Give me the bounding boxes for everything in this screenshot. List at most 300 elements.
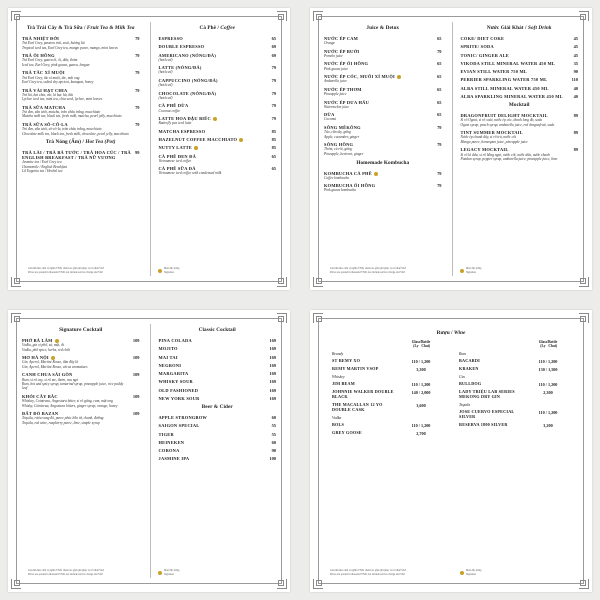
bottle-price: 2,000 <box>421 390 431 396</box>
menu-item-text <box>324 100 369 110</box>
menu-item <box>159 103 277 113</box>
menu-item-text <box>461 44 494 49</box>
menu-item-name-text: HAZELNUT COFFEE MACCHIATO <box>158 137 238 143</box>
signature-legend-text: Món đặc trưng Signature <box>164 569 180 576</box>
menu-item-text <box>22 122 129 136</box>
menu-item-text <box>22 105 122 119</box>
menu-item-name-text: DRAGONFRUIT DELIGHT MOCKTAIL <box>460 113 548 118</box>
section-title-text: Juice & Detox <box>366 25 400 31</box>
glass-bottle-header <box>399 340 443 349</box>
menu-item <box>159 44 277 49</box>
menu-item-name <box>461 69 528 74</box>
menu-item-text <box>324 36 358 46</box>
menu-item-name <box>159 371 189 376</box>
menu-item-name-text: TIGER <box>158 431 174 437</box>
menu-item-price: 79 <box>271 90 276 96</box>
menu-item-name-text: HEINEKEN <box>158 439 185 445</box>
spirit-item <box>459 367 570 372</box>
menu-item-price: 169 <box>269 379 276 385</box>
menu-item <box>461 94 579 99</box>
menu-item-name-text: TRÀ SỮA MATCHA <box>22 104 66 110</box>
price-separator: / <box>544 410 548 416</box>
menu-item <box>159 137 277 142</box>
signature-badge-icon <box>239 138 243 142</box>
menu-item <box>159 456 277 461</box>
bottle-price: 1,200 <box>420 382 431 387</box>
menu-item-text <box>461 77 548 82</box>
menu-item-description: Trà đen, sữa tươi, matcha, trân châu trắng, macchiato Matcha milk tea, black tea, fresh milk, matcha, pearl jelly, macchiato <box>22 109 122 119</box>
menu-item-price: 79 <box>437 183 442 189</box>
menu-item-name-text: DỪA <box>324 112 335 118</box>
price-separator: / <box>417 422 421 428</box>
spirit-name: BOLS <box>332 421 344 427</box>
menu-item-name-text: AMERICANO (NÓNG/ĐÁ) <box>158 52 217 58</box>
menu-item-name <box>159 423 200 428</box>
signature-badge-icon <box>158 571 162 575</box>
menu-item-description: Vietnamese iced coffee with condensed milk <box>158 171 222 176</box>
menu-item-description: Trà Earl Grey, tắc xí muội, tắc, mật ong Earl Grey tea, salted dry apricot, kumquat, honey <box>22 75 94 84</box>
corner-ornament <box>277 277 287 287</box>
spirit-name: JIM BEAM <box>332 381 355 386</box>
menu-item <box>461 69 579 74</box>
signature-legend <box>460 569 481 576</box>
menu-item-text <box>324 61 368 71</box>
menu-item-name <box>461 61 556 66</box>
bottle-price: 2,300 <box>543 390 553 396</box>
menu-item <box>22 338 140 352</box>
menu-item-name-text: PERRIER SPARKLING WATER 750 ML <box>460 77 548 83</box>
section-title-text: Trà Trái Cây & Trà Sữa / <box>26 25 87 31</box>
menu-item-name-text: NEGRONI <box>158 362 182 368</box>
menu-item-name <box>159 456 190 461</box>
spirit-name: BACARDI <box>459 357 480 363</box>
signature-legend <box>158 267 179 274</box>
menu-item-name-text: PINA COLADA <box>158 338 192 343</box>
menu-item-price: 169 <box>269 338 276 343</box>
menu-item-text <box>22 394 118 408</box>
menu-item-text <box>324 183 375 193</box>
menu-item-name-text: TRÀ VẢI HẠT CHIA <box>22 87 68 93</box>
menu-item-price: 35 <box>573 60 578 66</box>
menu-item <box>324 125 442 139</box>
menu-item-name <box>324 171 378 176</box>
menu-item <box>22 150 140 174</box>
menu-item-name <box>159 448 180 453</box>
glass-price: 140 <box>411 390 418 396</box>
menu-item <box>159 423 277 428</box>
signature-badge-icon <box>460 269 464 273</box>
spirit-item <box>459 359 570 364</box>
spirit-category: Tequila <box>459 403 471 408</box>
section-title-italic: Hot Tea (Pot) <box>85 139 116 146</box>
spirit-name: KRAKEN <box>459 365 479 371</box>
price-separator: / <box>417 390 422 396</box>
menu-item <box>22 70 140 84</box>
menu-item-name <box>159 379 193 384</box>
glass-bottle-header <box>526 340 570 349</box>
menu-item <box>159 145 277 150</box>
spirit-name: GREY GOOSE <box>332 430 362 436</box>
menu-item <box>22 411 140 425</box>
menu-item-price: 79 <box>135 53 140 59</box>
menu-item-name-text: CAPPUCCINO (NÓNG/ĐÁ) <box>158 77 218 83</box>
menu-item-description: (hot/iced) <box>158 95 173 100</box>
bottle-price: 3,300 <box>416 366 426 372</box>
menu-item-name-text: TRÀ SỮA SÔ-CÔ-LA <box>22 122 68 128</box>
section-title-text: Cà Phê / <box>199 25 221 31</box>
spirit-name: JOHNNIE WALKER DOUBLE BLACK <box>332 389 394 400</box>
menu-item-name <box>22 150 131 160</box>
menu-item <box>461 113 579 127</box>
spirit-name: RESERVA 1800 SILVER <box>459 421 508 427</box>
menu-item-name-text: TRÀ ỔI HỒNG <box>22 53 55 59</box>
menu-item-price: 79 <box>271 77 276 83</box>
menu-item-text <box>22 411 103 425</box>
spirit-item <box>332 390 443 400</box>
glass-price: 110 <box>538 358 545 364</box>
bottle-price: 1,200 <box>547 358 558 364</box>
menu-item-name <box>461 86 549 91</box>
menu-item <box>159 91 277 101</box>
menu-item-text <box>22 372 129 391</box>
menu-item <box>159 65 277 75</box>
menu-item <box>324 49 442 59</box>
menu-item-price: 79 <box>437 125 442 131</box>
menu-item-description: Whiskey, Cointreau, Angostura bitter, si rô gừng, cam, mật ong Whisky, Cointreau, Angostura bitters, ginger syrup, orange, honey <box>22 399 118 408</box>
bottle-price: 3,600 <box>416 403 426 409</box>
menu-item-description: Trà lài, hạt chia, vải, lá bạc hà, lửa Lychee iced tea, mint tea, chia seed, lychee, mint leaves <box>22 92 103 102</box>
menu-item-name-text: SAIGON SPECIAL <box>158 423 200 429</box>
menu-item-name-text: SPRITE/ SODA <box>460 44 494 50</box>
section-title <box>324 25 442 31</box>
menu-item-description: Gin, Aperol, Martini Rosso, tầm đây lá Gin, Aperol, Martini Rosso, citrus aromatizes <box>22 360 88 369</box>
menu-item-name <box>461 53 510 58</box>
section-title-text: Nước Giải Khát / <box>486 25 528 31</box>
menu-item-name <box>159 137 244 142</box>
spirit-price <box>399 359 443 364</box>
menu-item <box>461 44 579 49</box>
menu-item-text <box>22 53 89 67</box>
section-title <box>22 139 140 145</box>
menu-item-description: Watermelon juice <box>324 104 350 109</box>
menu-item-price: 65 <box>271 166 276 172</box>
menu-item-text <box>324 74 401 84</box>
price-separator: / <box>544 358 548 364</box>
menu-item <box>159 379 277 384</box>
menu-item-text <box>159 78 218 88</box>
menu-item <box>159 440 277 445</box>
section-title-text: Signature Cocktail <box>59 327 103 333</box>
menu-page-tea-coffee <box>8 8 290 290</box>
spirit-item <box>459 423 570 428</box>
spirit-price <box>526 410 570 415</box>
menu-item-text <box>159 346 178 351</box>
menu-item-name-text: LEGACY MOCKTAIL <box>460 147 509 153</box>
spirit-category: Vodka <box>332 415 342 420</box>
menu-item <box>159 396 277 401</box>
menu-item <box>159 129 277 134</box>
menu-item-price: 169 <box>269 354 276 360</box>
header-separator: / <box>547 340 549 344</box>
glass-price: 110 <box>538 410 545 416</box>
spirit-price <box>399 431 443 436</box>
menu-item-name <box>461 44 494 49</box>
bottle-header: Bottle Chai) <box>421 340 431 349</box>
spirit-price <box>526 390 570 395</box>
menu-item-name <box>324 61 368 66</box>
menu-item-price: 169 <box>269 346 276 352</box>
menu-item-text <box>159 363 182 368</box>
menu-item-text <box>159 415 208 420</box>
menu-item <box>159 116 277 126</box>
menu-item-price: 60 <box>271 415 276 420</box>
menu-item-name-text: PHỞ BÁ LĂM <box>22 338 53 343</box>
menu-item-price: 79 <box>135 87 140 93</box>
glass-header: Glass (Ly <box>538 340 548 349</box>
menu-item <box>324 87 442 97</box>
menu-item-price: 65 <box>437 99 442 105</box>
menu-item-name-text: NƯỚC ÉP BƯỞI <box>324 48 360 54</box>
section-title <box>159 327 277 333</box>
menu-item-text <box>159 456 190 461</box>
menu-item-price: 109 <box>132 394 140 400</box>
menu-item-price: 65 <box>271 36 276 41</box>
menu-item-price: 109 <box>132 411 140 417</box>
signature-badge-icon <box>374 172 378 176</box>
menu-item-price: 65 <box>437 86 442 92</box>
menu-item-name-text: OLD FASHIONED <box>158 387 199 393</box>
menu-item <box>324 183 442 193</box>
section-title-italic: Soft Drink <box>527 25 552 31</box>
menu-item-name-text: LATTE HOA ĐẬU BIẾC <box>158 116 211 122</box>
spirit-price <box>526 367 570 372</box>
menu-item-name <box>159 36 183 41</box>
spirit-category: Whiskey <box>332 375 345 379</box>
menu-item <box>461 130 579 144</box>
menu-item-name <box>159 154 197 159</box>
corner-ornament <box>277 11 287 21</box>
menu-item-price: 45 <box>573 36 578 41</box>
section-title <box>324 160 442 166</box>
menu-item-text <box>159 103 189 113</box>
menu-item-description: Vietnamese iced coffee <box>158 158 192 163</box>
corner-ornament <box>11 579 21 589</box>
menu-item-text <box>22 70 94 84</box>
menu-item <box>22 355 140 369</box>
menu-item <box>159 154 277 164</box>
menu-item-name <box>159 396 200 401</box>
section-title-text: Trà Nóng (Ấm) / <box>45 139 86 146</box>
spirit-name: BULLDOG <box>459 381 482 386</box>
corner-ornament <box>277 313 287 323</box>
menu-item-name-text: TRÀ LÀI / TRÀ BÁ TƯỚC / TRÀ HOA CÚC / TRÀ ENGLISH BREAKFAST / TRÀ NỮ VƯƠNG <box>22 150 131 161</box>
glass-price: 110 <box>411 422 418 428</box>
bottle-price: 1,200 <box>547 410 558 416</box>
menu-item-text <box>461 113 555 127</box>
menu-item-name-text: ALBA STILL MINERAL WATER 450 ML <box>460 85 549 91</box>
section-title <box>159 404 277 410</box>
menu-item-price: 89 <box>573 113 578 118</box>
menu-item-description: Coconut <box>324 117 337 122</box>
menu-item <box>22 105 140 119</box>
menu-item-name <box>159 103 189 108</box>
spirit-item <box>459 390 570 400</box>
menu-item-name-text: CHOCOLATE (NÓNG/ĐÁ) <box>158 90 217 96</box>
menu-item-description: Jasmine tea / Earl Grey tea Chamomile / English Breakfast Lil Eugenia tea / Herbal tea <box>22 160 67 174</box>
menu-item-text <box>159 91 217 101</box>
menu-item-name-text: TONIC/ GINGER ALE <box>460 52 510 58</box>
menu-item-price: 100 <box>269 456 276 462</box>
menu-item-price: 79 <box>437 48 442 54</box>
menu-item-price: 55 <box>271 423 276 429</box>
menu-item-text <box>461 53 510 58</box>
menu-item-text <box>22 150 131 174</box>
menu-item-text <box>324 171 378 181</box>
menu-item-name-text: EVIAN STILL WATER 750 ML <box>460 69 528 74</box>
menu-item-text <box>159 440 185 445</box>
menu-item-name <box>159 363 182 368</box>
menu-item <box>159 448 277 453</box>
menu-item-name-text: NƯỚC ÉP ỔI HỒNG <box>324 61 369 67</box>
wine-title-text: Rượu / <box>436 330 454 336</box>
menu-item <box>461 61 579 66</box>
menu-item-text <box>159 423 200 428</box>
menu-item-text <box>159 65 202 75</box>
menu-item-description: Táo, cần tây, gừng Apple, cucumber, ginger <box>324 130 360 139</box>
menu-item-description: Nước ép chanh dây, si rô trà, nước cốt Mango puree, homespun juice, pineapple juice <box>460 135 528 144</box>
corner-ornament <box>11 313 21 323</box>
section-title-text: Mocktail <box>508 102 530 108</box>
menu-item-name-text: WHISKY SOUR <box>158 379 193 385</box>
menu-item <box>324 142 442 156</box>
menu-item-text <box>324 125 361 139</box>
menu-item <box>324 112 442 122</box>
menu-item-name-text: CÀ PHÊ DỪA <box>158 103 189 109</box>
menu-item-text <box>324 112 336 122</box>
wine-column <box>332 340 443 439</box>
menu-item-name <box>461 94 563 99</box>
menu-item-text <box>159 137 244 142</box>
menu-item-name-text: TINT SUMMER MOCKTAIL <box>460 130 523 136</box>
menu-item-price: 65 <box>437 36 442 41</box>
menu-item-price: 79 <box>437 170 442 176</box>
menu-page-wine-spirits <box>310 310 592 592</box>
header-separator: / <box>420 340 422 344</box>
menu-item-description: Ambarella juice <box>324 79 347 84</box>
menu-item-price: 79 <box>271 116 276 122</box>
menu-item <box>159 363 277 368</box>
corner-ornament <box>11 277 21 287</box>
price-note: Giá tính theo đơn vị nghìn VND, chưa bao gồm phí phục vụ và thuế VAT Prices are quoted in thousand VND, not include service charge and VAT <box>330 267 406 274</box>
bottle-price: 3,200 <box>543 422 553 428</box>
menu-item-name-text: VIKODA STILL MINERAL WATER 450 ML <box>460 60 556 66</box>
menu-item-price: 65 <box>437 112 442 118</box>
menu-item-description: Thơm, cà rốt, gừng Pineapple, beetroot, ginger <box>324 147 364 156</box>
spirit-price <box>399 367 443 372</box>
menu-item-price: 40 <box>573 85 578 91</box>
menu-item-name-text: JASMINE IPA <box>158 456 190 462</box>
menu-item-description: Si rô Ogeat, si rô xoài, nước ép cóc, thanh long đỏ, soda Ogeat syrup, peach syrup, ambarella juice, red dragonfruit, soda <box>460 118 555 127</box>
menu-item <box>461 36 579 41</box>
menu-item-price: 85 <box>271 137 276 143</box>
price-separator: / <box>417 382 421 387</box>
menu-item-name-text: NƯỚC ÉP CÓC, MUỐI XÍ MUỘI <box>324 74 395 80</box>
menu-item <box>324 36 442 46</box>
menu-item-price: 69 <box>271 44 276 50</box>
menu-item-text <box>22 355 88 369</box>
menu-item-text <box>159 355 178 360</box>
bottle-header: Bottle Chai) <box>548 340 558 349</box>
menu-item-price: 45 <box>573 52 578 58</box>
menu-item-description: Trà Earl Grey, passion trái, xoài, hương lài Tropical iced tea, Earl Grey tea, mango puree, mango, mint leaves <box>22 41 118 50</box>
menu-item <box>324 74 442 84</box>
glass-price: 130 <box>538 366 545 372</box>
menu-item-price: 89 <box>573 147 578 153</box>
menu-item-description: Pink guava juice <box>324 66 349 71</box>
menu-item-text <box>159 36 183 41</box>
menu-item-text <box>159 53 217 63</box>
menu-item-name-text: CÀ PHÊ ĐEN ĐÁ <box>158 153 197 159</box>
menu-item-price: 40 <box>573 93 578 99</box>
spirit-name: JOSE CUERVO ESPECIAL SILVER <box>459 409 515 419</box>
menu-item-price: 60 <box>271 439 276 445</box>
wine-column-header <box>332 340 443 349</box>
wine-title-italic: Wine <box>453 330 466 336</box>
menu-item-name <box>159 346 178 351</box>
menu-item-name <box>324 100 369 105</box>
menu-item-price: 99 <box>135 150 140 156</box>
menu-item-name-text: LATTE (NÓNG/ĐÁ) <box>158 65 202 71</box>
menu-item-text <box>159 129 206 134</box>
menu-item-description: Trà Earl Grey, guava ổi, ổi, dứa, thơm Iced tea, Earl Grey, pink guava, guava, longan <box>22 58 90 67</box>
price-separator: / <box>417 358 421 364</box>
menu-item <box>159 388 277 393</box>
menu-item-name-text: SÔNG HỒNG <box>324 142 354 148</box>
section-title <box>22 327 140 333</box>
menu-item <box>159 415 277 420</box>
menu-item <box>22 394 140 408</box>
menu-item-name-text: NƯỚC ÉP DƯA HẤU <box>324 99 370 105</box>
spirit-item <box>332 382 443 387</box>
glass-price: 110 <box>411 382 418 387</box>
price-note: Giá tính theo đơn vị nghìn VND, chưa bao gồm phí phục vụ và thuế VAT Prices are quoted in thousand VND, not include service charge and VAT <box>330 569 406 576</box>
spirit-category: Rum <box>459 351 466 356</box>
menu-item-name <box>159 145 199 150</box>
menu-item-name-text: DOUBLE ESPRESSO <box>158 44 205 50</box>
bottle-price: 1,500 <box>548 366 558 372</box>
spirit-price <box>399 382 443 387</box>
menu-item-description: (hot/iced) <box>158 83 173 88</box>
menu-item-description: Coconut coffee <box>158 108 181 113</box>
menu-item-name-text: KHÓI CÂY BẮC <box>22 394 58 400</box>
menu-item-description: Pink guava kombucha <box>324 188 356 193</box>
menu-item-price: 79 <box>135 36 140 41</box>
section-title-text: Beer & Cider <box>201 404 233 410</box>
menu-item-price: 65 <box>437 74 442 80</box>
menu-item-price: 109 <box>132 338 140 343</box>
menu-column <box>452 22 579 276</box>
signature-badge-icon <box>397 75 401 79</box>
menu-item-name-text: ALBA SPARKLING MINERAL WATER 450 ML <box>460 93 563 99</box>
menu-item <box>159 78 277 88</box>
menu-item <box>22 372 140 391</box>
spirit-item <box>332 367 443 372</box>
menu-item-name-text: MAI TAI <box>158 354 178 360</box>
spirit-item <box>459 382 570 387</box>
menu-item-text <box>159 371 189 376</box>
menu-item-name-text: CÀ PHÊ SỮA ĐÁ <box>158 166 196 172</box>
menu-item-text <box>159 432 174 437</box>
